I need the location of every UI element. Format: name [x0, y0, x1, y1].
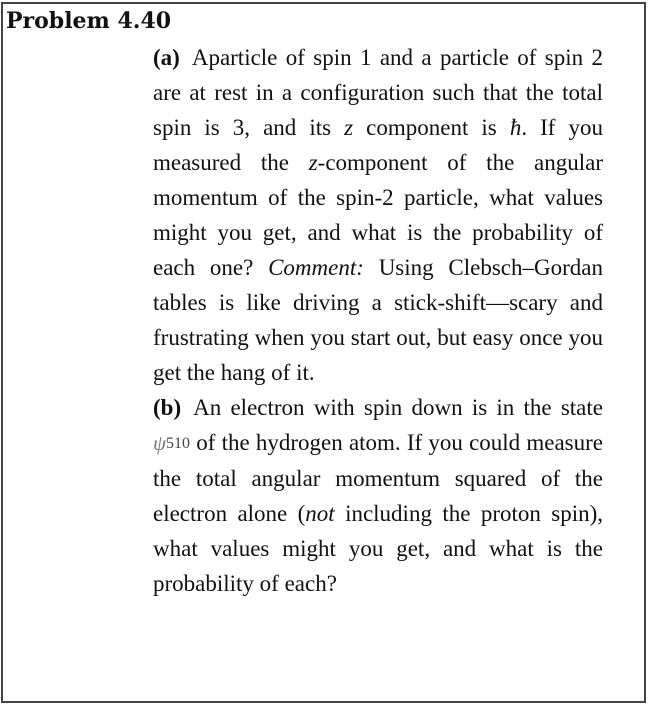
problem-body	[153, 40, 603, 601]
part-a-text-3: . If you measured the	[153, 115, 603, 175]
problem-box	[1, 2, 646, 703]
part-b-label: (b)	[153, 395, 182, 420]
part-a-text-1: Aparticle of spin 1 and a particle of spin 2 are at rest in a configuration such that the total spin is 3, and its	[153, 45, 603, 140]
part-a-text-5: Using Clebsch–Gordan tables is like driving a stick-shift—scary and frustrating when you start out, but easy once you get the hang of it.	[153, 255, 603, 385]
psi-510-symbol	[153, 431, 190, 455]
part-b	[153, 390, 603, 601]
part-b-text-2: of the hydrogen atom. If you could measure the total angular momentum squared of the electron alone (	[153, 430, 603, 526]
psi-letter: ψ	[153, 431, 167, 455]
problem-title: Problem 4.40	[6, 8, 172, 34]
part-b-text-1: An electron with spin down is in the state	[193, 395, 603, 420]
hbar-symbol: ħ	[509, 115, 522, 140]
z-symbol: z	[344, 115, 354, 140]
z-symbol: z	[308, 150, 318, 175]
comment-label: Comment:	[268, 255, 364, 280]
psi-subscript: 510	[166, 435, 191, 452]
part-a	[153, 40, 603, 390]
part-b-text-3: including the proton spin), what values might you get, and what is the probability of each?	[153, 501, 603, 596]
not-emphasis: not	[305, 501, 335, 526]
part-a-text-4: -component of the angular momentum of the spin-2 particle, what values might you get, and what is the probability of each one?	[153, 150, 603, 280]
part-a-label: (a)	[153, 45, 180, 70]
part-a-text-2: component is	[353, 115, 510, 140]
